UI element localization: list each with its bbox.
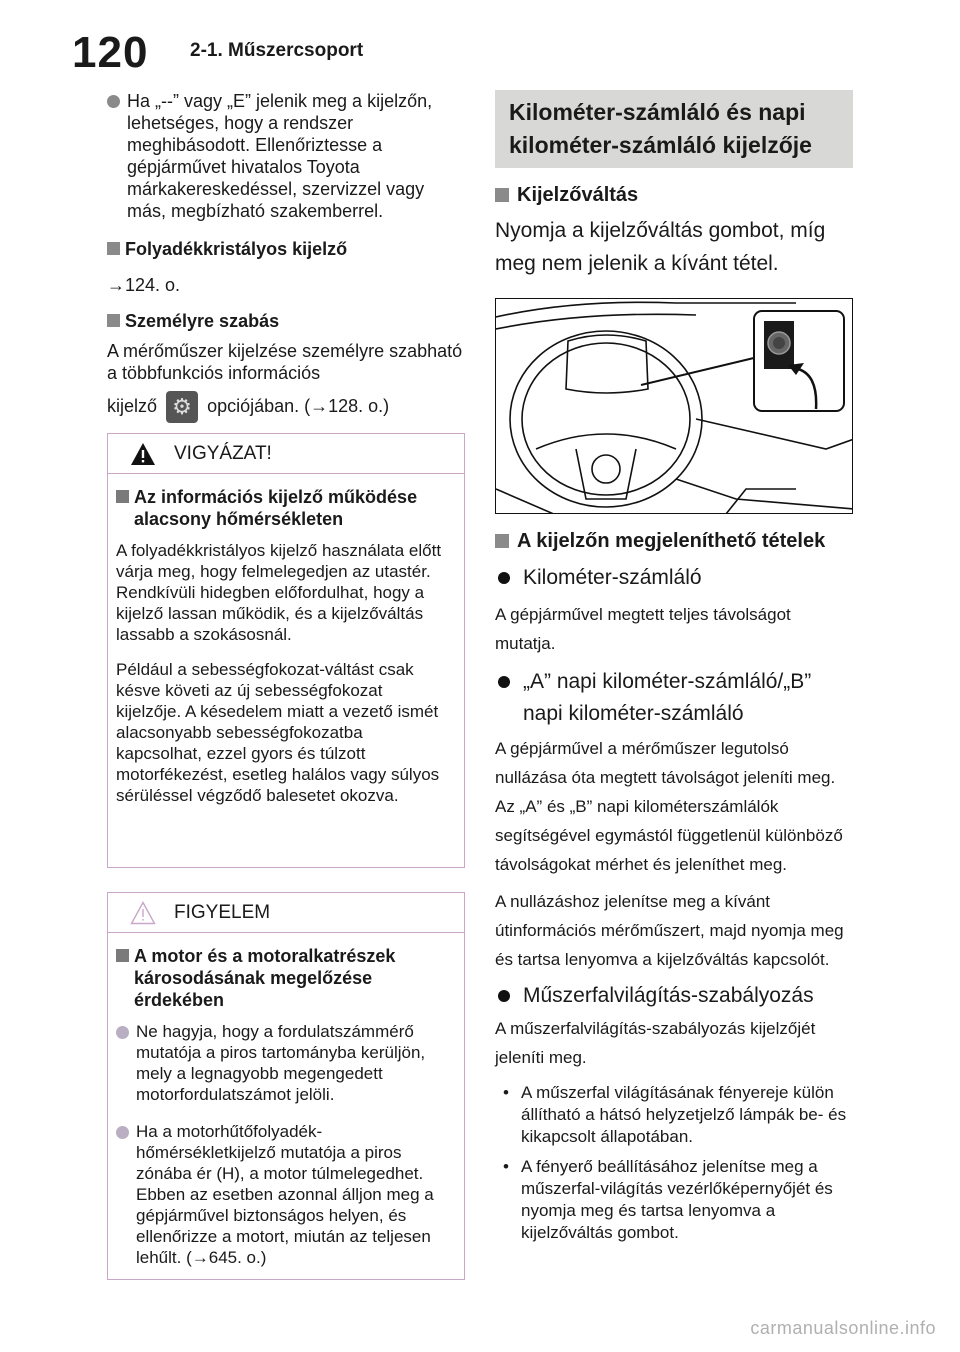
lcd-reference: →124. o. — [107, 275, 181, 295]
settings-gear-icon — [166, 391, 198, 423]
square-bullet-icon — [495, 534, 509, 548]
trip-meter-reset: A nullázáshoz jelenítse meg a kívánt útinformációs mérőműszert, majd nyomja meg és tartsa lenyomva a kijelzőváltás kapcsolót. — [495, 892, 844, 969]
items-heading-text: A kijelzőn megjeleníthető tételek — [517, 530, 826, 552]
notice-bullet-1-text: Ne hagyja, hogy a fordulatszámmérő mutatója a piros tartományba kerüljön, mely a legnagyobb megengedett motorfordulatszámot jelöli. — [136, 1022, 426, 1104]
warning-title: VIGYÁZAT! — [174, 443, 272, 464]
trip-meter-description: A gépjárművel a mérőműszer legutolsó nullázása óta megtett távolságot jeleníti meg. Az „A” és „B” napi kilométerszámlálók segítségével egymástól függetlenül különböző távolságokat mérhet és jeleníthet meg. — [495, 739, 843, 874]
bullet-dot-icon — [116, 1026, 129, 1039]
right-column — [495, 90, 853, 1244]
notice-bullet-2 — [116, 1121, 450, 1268]
warning-box-header — [108, 434, 464, 474]
trip-meter-title: „A” napi kilométer-számláló/„B” napi kilométer-számláló — [523, 670, 812, 725]
switch-heading-text: Kijelzőváltás — [517, 184, 639, 206]
bullet-dot-icon — [107, 95, 120, 108]
notice-bullet-1 — [116, 1021, 450, 1105]
error-note-bullet — [107, 90, 465, 222]
customization-text-line2 — [107, 388, 465, 424]
section-banner — [495, 90, 853, 168]
warning-box — [107, 433, 465, 868]
items-heading — [495, 530, 853, 552]
illumination-bullet-2 — [495, 1156, 853, 1244]
bullet-dot-icon — [116, 1126, 129, 1139]
lcd-heading-text: Folyadékkristályos kijelző — [125, 239, 348, 259]
illumination-item — [495, 980, 853, 1012]
illumination-bullet-1-text: A műszerfal világításának fényereje külön állítható a hátsó helyzetjelző lámpák be- és kikapcsolt állapotában. — [521, 1083, 847, 1146]
warning-paragraph-2: Például a sebességfokozat-váltást csak késve követi az új sebességfokozat kijelzője. A késedelem miatt a vezető ismét alacsonyabb sebességfokozatba kapcsolhat, ezzel gyors és túlzott motorfékezést, esetleg halálos vagy súlyos sérüléssel végződő balesetet okozva. — [116, 660, 440, 805]
warning-heading — [116, 486, 450, 530]
warning-paragraph-1: A folyadékkristályos kijelző használata előtt várja meg, hogy felmelegedjen az utastér. Rendkívüli hidegben előfordulhat, hogy a kijelző lassan működik, és a kijelzőváltás lassabb a szokásosnál. — [116, 541, 442, 644]
notice-bullet-2-text: Ha a motorhűtőfolyadék-hőmérsékletkijelző mutatója a piros zónába ér (H), a motor túlmelegedhet. Ebben az esetben azonnal álljon meg a gépjárművel biztonságos helyen, és ellenőrizze a motort, miután az teljesen lehűlt. (→645. o.) — [136, 1122, 434, 1267]
page-header — [0, 0, 960, 80]
small-bullet-icon: • — [503, 1157, 509, 1176]
odometer-description: A gépjárművel megtett teljes távolságot mutatja. — [495, 605, 791, 653]
notice-heading-text: A motor és a motoralkatrészek károsodásának megelőzése érdekében — [134, 946, 396, 1010]
steering-wheel-diagram — [496, 299, 853, 514]
illumination-title: Műszerfalvilágítás-szabályozás — [523, 984, 814, 1007]
error-note-text: Ha „--” vagy „E” jelenik meg a kijelzőn, lehetséges, hogy a rendszer meghibásodott. Ellenőriztesse a gépjárművet hivatalos Toyota márkakereskedéssel, szervizzel vagy más, megbízható szakemberrel. — [127, 91, 433, 221]
notice-box-body — [108, 933, 464, 1294]
illumination-description: A műszerfalvilágítás-szabályozás kijelzőjét jeleníti meg. — [495, 1019, 816, 1067]
banner-line-2: kilométer-számláló kijelzője — [509, 132, 812, 158]
square-bullet-icon — [495, 188, 509, 202]
caution-triangle-icon — [130, 901, 156, 925]
warning-box-body — [108, 474, 464, 816]
square-bullet-icon — [107, 314, 120, 327]
switch-heading — [495, 184, 853, 206]
small-bullet-icon: • — [503, 1083, 509, 1102]
notice-box-header — [108, 893, 464, 933]
round-bullet-icon — [498, 572, 510, 584]
switch-text: Nyomja a kijelzőváltás gombot, míg meg nem jelenik a kívánt tétel. — [495, 219, 826, 275]
notice-heading — [116, 945, 450, 1011]
section-title: 2-1. Műszercsoport — [190, 40, 364, 61]
square-bullet-icon — [116, 949, 129, 962]
notice-title: FIGYELEM — [174, 902, 271, 923]
illumination-bullet-2-text: A fényerő beállításához jelenítse meg a műszerfal-világítás vezérlőképernyőjét és nyomja meg és tartsa lenyomva a kijelzőváltás gombot. — [521, 1157, 833, 1242]
round-bullet-icon — [498, 990, 510, 1002]
customization-text: A mérőműszer kijelzése személyre szabható a többfunkciós információs — [107, 341, 463, 383]
illumination-bullet-1 — [495, 1082, 853, 1148]
notice-box — [107, 892, 465, 1280]
odometer-title: Kilométer-számláló — [523, 566, 702, 589]
watermark: carmanualsonline.info — [750, 1318, 936, 1338]
trip-meter-item — [495, 666, 853, 730]
round-bullet-icon — [498, 676, 510, 688]
customization-text-suffix: opciójában. (→128. o.) — [207, 396, 390, 416]
odometer-item — [495, 562, 853, 594]
warning-triangle-icon — [130, 442, 156, 466]
customization-heading-text: Személyre szabás — [125, 311, 280, 331]
left-column — [107, 90, 465, 424]
square-bullet-icon — [107, 242, 120, 255]
customization-heading — [107, 310, 465, 332]
warning-heading-text: Az információs kijelző működése alacsony hőmérsékleten — [134, 487, 418, 529]
lcd-heading — [107, 238, 465, 260]
square-bullet-icon — [116, 490, 129, 503]
page-number: 120 — [72, 28, 149, 77]
banner-line-1: Kilométer-számláló és napi — [509, 99, 806, 125]
steering-wheel-illustration — [495, 298, 853, 514]
customization-text-prefix: kijelző — [107, 396, 158, 416]
